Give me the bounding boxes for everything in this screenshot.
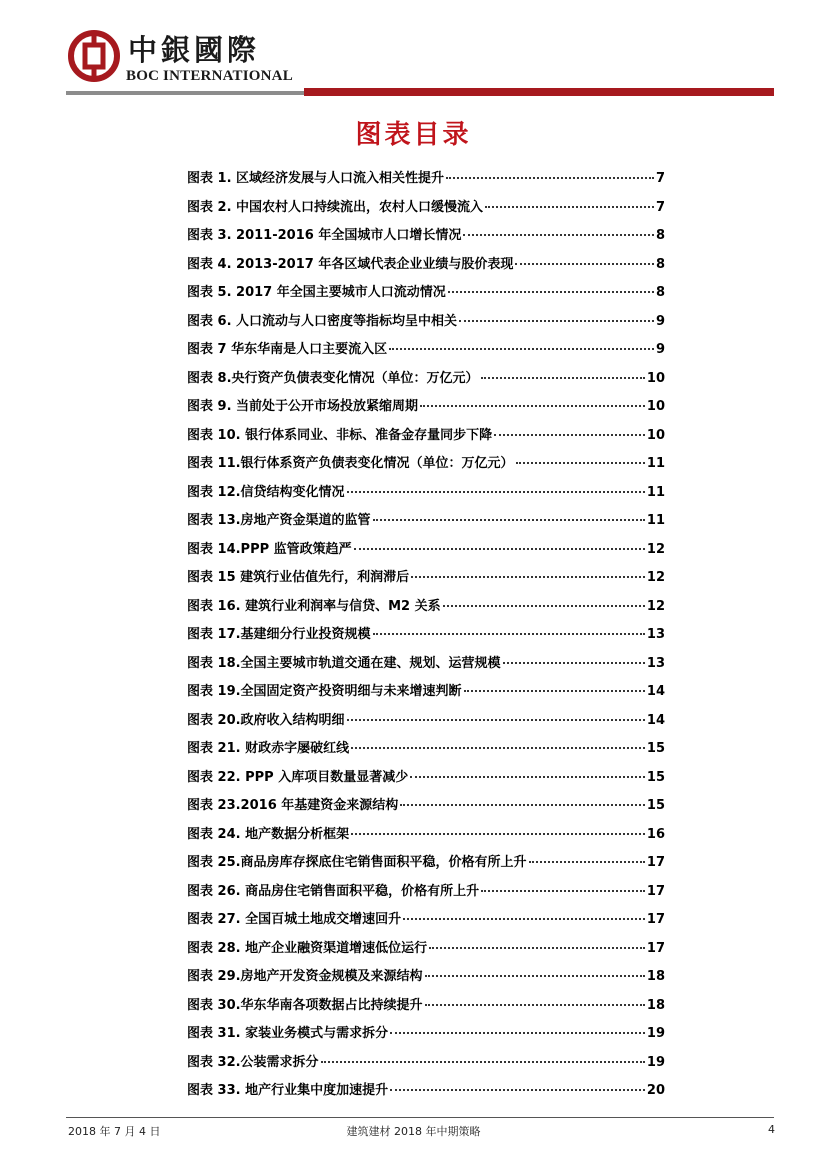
toc-dot-leader bbox=[481, 876, 645, 892]
toc-dot-leader bbox=[425, 990, 645, 1006]
toc-entry[interactable] bbox=[187, 423, 665, 452]
toc-dot-leader bbox=[464, 676, 645, 692]
toc-dot-leader bbox=[429, 933, 645, 949]
toc-entry[interactable] bbox=[187, 679, 665, 708]
toc-dot-leader bbox=[347, 477, 645, 493]
toc-entry-label: 图表 12.信贷结构变化情况 bbox=[187, 484, 345, 500]
header-rule-red bbox=[304, 88, 774, 96]
toc-dot-leader bbox=[485, 192, 654, 208]
toc-dot-leader bbox=[443, 591, 645, 607]
toc-dot-leader bbox=[459, 306, 654, 322]
toc-entry[interactable] bbox=[187, 1021, 665, 1050]
toc-entry-label: 图表 10. 银行体系同业、非标、准备金存量同步下降 bbox=[187, 427, 493, 443]
toc-entry-page: 11 bbox=[646, 456, 665, 471]
page-title: 图表目录 bbox=[355, 120, 472, 150]
toc-entry[interactable] bbox=[187, 565, 665, 594]
toc-entry-page: 9 bbox=[655, 313, 665, 329]
toc-entry-label: 图表 9. 当前处于公开市场投放紧缩周期 bbox=[187, 399, 419, 414]
toc-dot-leader bbox=[373, 619, 645, 635]
toc-entry-label: 图表 15 建筑行业估值先行，利润滞后 bbox=[187, 570, 410, 585]
toc-dot-leader bbox=[403, 904, 645, 920]
toc-entry[interactable] bbox=[187, 309, 665, 338]
footer-report-title: 建筑建材 2018 年中期策略 bbox=[346, 1125, 481, 1138]
toc-dot-leader bbox=[373, 505, 645, 521]
toc-entry-label: 图表 26. 商品房住宅销售面积平稳，价格有所上升 bbox=[187, 883, 480, 899]
toc-entry[interactable] bbox=[187, 1050, 665, 1079]
toc-entry[interactable] bbox=[187, 394, 665, 423]
logo-chinese-name: 中銀國際 bbox=[128, 33, 261, 67]
toc-entry-page: 16 bbox=[646, 826, 665, 842]
toc-entry[interactable] bbox=[187, 993, 665, 1022]
toc-entry-page: 12 bbox=[646, 598, 665, 614]
toc-entry[interactable] bbox=[187, 337, 665, 366]
toc-entry-label: 图表 23.2016 年基建资金来源结构 bbox=[187, 798, 399, 813]
toc-entry[interactable] bbox=[187, 1078, 665, 1107]
footer-page-number: 4 bbox=[768, 1123, 775, 1136]
toc-entry-page: 12 bbox=[646, 541, 665, 557]
toc-entry[interactable] bbox=[187, 793, 665, 822]
toc-entry-page: 13 bbox=[646, 655, 665, 671]
toc-entry-label: 图表 30.华东华南各项数据占比持续提升 bbox=[187, 997, 423, 1013]
toc-entry-page: 8 bbox=[655, 285, 665, 300]
boc-logo bbox=[68, 30, 308, 88]
toc-entry-label: 图表 2. 中国农村人口持续流出，农村人口缓慢流入 bbox=[187, 199, 484, 215]
toc-entry-label: 图表 27. 全国百城土地成交增速回升 bbox=[187, 912, 402, 927]
toc-dot-leader bbox=[321, 1047, 645, 1063]
toc-entry-label: 图表 19.全国固定资产投资明细与未来增速判断 bbox=[187, 684, 462, 699]
toc-dot-leader bbox=[529, 847, 645, 863]
toc-entry-label: 图表 20.政府收入结构明细 bbox=[187, 712, 345, 728]
toc-entry-page: 10 bbox=[646, 427, 665, 443]
toc-entry-page: 10 bbox=[646, 399, 665, 414]
toc-entry[interactable] bbox=[187, 366, 665, 395]
toc-entry[interactable] bbox=[187, 195, 665, 224]
toc-entry-page: 19 bbox=[646, 1026, 665, 1041]
toc-dot-leader bbox=[503, 648, 645, 664]
toc-entry-label: 图表 7 华东华南是人口主要流入区 bbox=[187, 342, 388, 357]
logo-english-name: BOC INTERNATIONAL bbox=[126, 68, 293, 84]
footer-rule bbox=[66, 1117, 774, 1118]
toc-entry-label: 图表 32.公装需求拆分 bbox=[187, 1054, 319, 1070]
toc-dot-leader bbox=[351, 819, 645, 835]
toc-entry-label: 图表 24. 地产数据分析框架 bbox=[187, 826, 350, 842]
toc-entry-page: 12 bbox=[646, 570, 665, 585]
toc-entry-page: 13 bbox=[646, 627, 665, 642]
toc-entry-page: 15 bbox=[646, 741, 665, 756]
header-rule-grey bbox=[66, 91, 304, 95]
toc-entry-page: 17 bbox=[646, 855, 665, 870]
toc-entry-page: 17 bbox=[646, 940, 665, 956]
toc-entry[interactable] bbox=[187, 736, 665, 765]
toc-entry-label: 图表 18.全国主要城市轨道交通在建、规划、运营规模 bbox=[187, 655, 501, 671]
toc-entry-label: 图表 31. 家装业务模式与需求拆分 bbox=[187, 1026, 389, 1041]
toc-entry[interactable] bbox=[187, 936, 665, 965]
toc-entry-label: 图表 33. 地产行业集中度加速提升 bbox=[187, 1083, 389, 1098]
toc-entry-page: 11 bbox=[646, 513, 665, 528]
toc-dot-leader bbox=[516, 448, 645, 464]
toc-entry-page: 7 bbox=[655, 171, 665, 186]
toc-entry-page: 11 bbox=[646, 484, 665, 500]
toc-dot-leader bbox=[347, 705, 645, 721]
toc-entry[interactable] bbox=[187, 907, 665, 936]
toc-entry-label: 图表 17.基建细分行业投资规模 bbox=[187, 627, 371, 642]
toc-dot-leader bbox=[463, 220, 654, 236]
toc-entry[interactable] bbox=[187, 708, 665, 737]
toc-dot-leader bbox=[354, 534, 645, 550]
toc-dot-leader bbox=[420, 391, 645, 407]
toc-entry-page: 8 bbox=[655, 256, 665, 272]
toc-entry-label: 图表 1. 区域经济发展与人口流入相关性提升 bbox=[187, 171, 445, 186]
toc-dot-leader bbox=[446, 163, 654, 179]
toc-entry-label: 图表 21. 财政赤字屡破红线 bbox=[187, 741, 350, 756]
boc-logo-icon bbox=[68, 30, 120, 82]
toc-list bbox=[187, 166, 665, 1107]
toc-entry-page: 18 bbox=[646, 997, 665, 1013]
toc-entry[interactable] bbox=[187, 651, 665, 680]
toc-entry[interactable] bbox=[187, 594, 665, 623]
toc-dot-leader bbox=[390, 1018, 645, 1034]
toc-entry-page: 17 bbox=[646, 912, 665, 927]
toc-dot-leader bbox=[425, 961, 645, 977]
toc-dot-leader bbox=[494, 420, 645, 436]
toc-entry-page: 8 bbox=[655, 228, 665, 243]
toc-entry-label: 图表 25.商品房库存探底住宅销售面积平稳，价格有所上升 bbox=[187, 855, 527, 870]
toc-entry-page: 18 bbox=[646, 969, 665, 984]
toc-dot-leader bbox=[400, 790, 645, 806]
toc-entry[interactable] bbox=[187, 451, 665, 480]
toc-entry[interactable] bbox=[187, 508, 665, 537]
toc-entry-label: 图表 16. 建筑行业利润率与信贷、M2 关系 bbox=[187, 598, 441, 614]
toc-entry[interactable] bbox=[187, 964, 665, 993]
toc-entry-page: 14 bbox=[646, 684, 665, 699]
toc-entry-label: 图表 5. 2017 年全国主要城市人口流动情况 bbox=[187, 285, 446, 300]
toc-dot-leader bbox=[410, 762, 645, 778]
toc-entry[interactable] bbox=[187, 622, 665, 651]
toc-entry[interactable] bbox=[187, 822, 665, 851]
toc-entry-label: 图表 4. 2013-2017 年各区域代表企业业绩与股价表现 bbox=[187, 256, 514, 272]
toc-entry-label: 图表 29.房地产开发资金规模及来源结构 bbox=[187, 969, 423, 984]
toc-entry-label: 图表 14.PPP 监管政策趋严 bbox=[187, 541, 352, 557]
toc-entry-page: 9 bbox=[655, 342, 665, 357]
toc-entry-page: 15 bbox=[646, 798, 665, 813]
toc-dot-leader bbox=[351, 733, 645, 749]
toc-entry-label: 图表 6. 人口流动与人口密度等指标均呈中相关 bbox=[187, 313, 458, 329]
toc-entry-label: 图表 22. PPP 入库项目数量显著减少 bbox=[187, 769, 409, 785]
toc-entry-page: 17 bbox=[646, 883, 665, 899]
toc-entry-label: 图表 3. 2011-2016 年全国城市人口增长情况 bbox=[187, 228, 462, 243]
toc-entry[interactable] bbox=[187, 280, 665, 309]
toc-entry[interactable] bbox=[187, 223, 665, 252]
toc-entry[interactable] bbox=[187, 537, 665, 566]
toc-entry-label: 图表 8.央行资产负债表变化情况（单位：万亿元） bbox=[187, 370, 479, 386]
toc-entry[interactable] bbox=[187, 166, 665, 195]
toc-entry-page: 7 bbox=[655, 199, 665, 215]
toc-dot-leader bbox=[448, 277, 654, 293]
toc-dot-leader bbox=[515, 249, 654, 265]
toc-dot-leader bbox=[390, 1075, 645, 1091]
toc-entry-label: 图表 11.银行体系资产负债表变化情况（单位：万亿元） bbox=[187, 456, 514, 471]
toc-entry[interactable] bbox=[187, 480, 665, 509]
toc-entry-page: 19 bbox=[646, 1054, 665, 1070]
toc-entry-label: 图表 13.房地产资金渠道的监管 bbox=[187, 513, 371, 528]
toc-entry-page: 14 bbox=[646, 712, 665, 728]
toc-dot-leader bbox=[481, 363, 645, 379]
toc-entry[interactable] bbox=[187, 879, 665, 908]
toc-entry-page: 10 bbox=[646, 370, 665, 386]
toc-entry[interactable] bbox=[187, 252, 665, 281]
toc-entry[interactable] bbox=[187, 765, 665, 794]
toc-entry-label: 图表 28. 地产企业融资渠道增速低位运行 bbox=[187, 940, 428, 956]
toc-dot-leader bbox=[411, 562, 645, 578]
toc-dot-leader bbox=[389, 334, 654, 350]
toc-entry-page: 20 bbox=[646, 1083, 665, 1098]
toc-entry-page: 15 bbox=[646, 769, 665, 785]
toc-entry[interactable] bbox=[187, 850, 665, 879]
footer-date: 2018 年 7 月 4 日 bbox=[68, 1125, 161, 1138]
